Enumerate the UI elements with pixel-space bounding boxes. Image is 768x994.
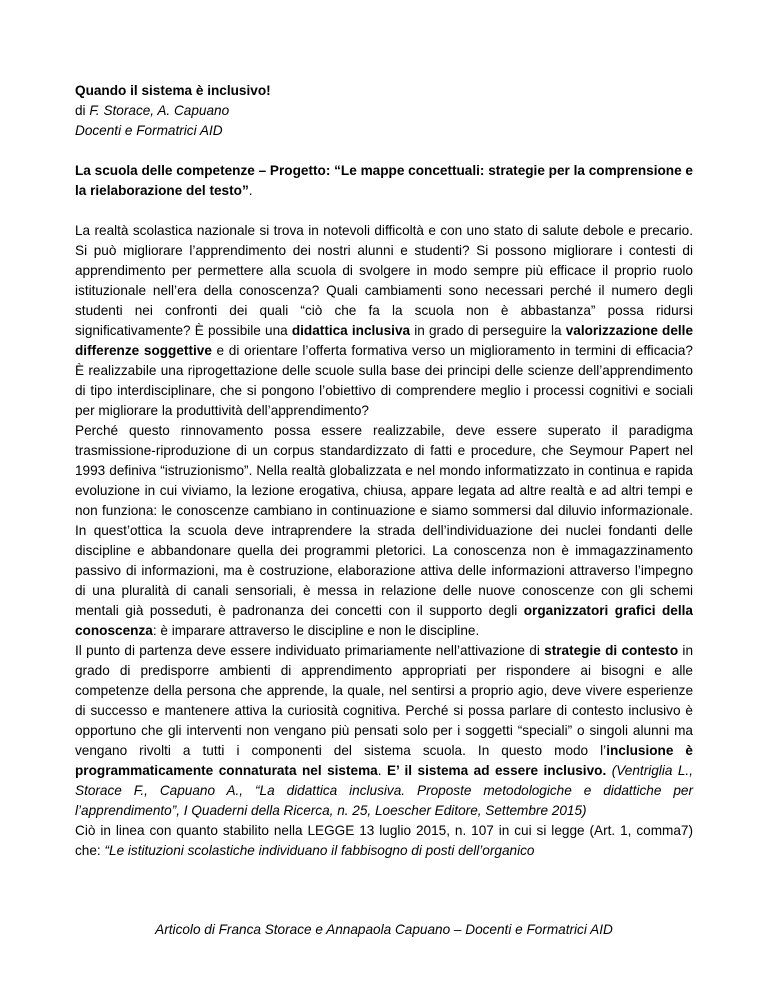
page-footer: Articolo di Franca Storace e Annapaola Capuano – Docenti e Formatrici AID xyxy=(155,922,613,937)
paragraph-1: La realtà scolastica nazionale si trova in notevoli difficoltà e con uno stato di salute debole e precario. Si può migliorare l’apprendimento dei nostri alunni e studenti? Si possono migliorare i contesti di apprendimento per permettere alla scuola di svolgere in modo sempre più efficace il proprio ruolo istituzionale nell’era della conoscenza? Quali cambiamenti sono necessari perché il numero degli studenti nei confronti dei quali “ciò che fa la scuola non è abbastanza” possa ridursi significativamente? È possibile una didattica inclusiva in grado di perseguire la valorizzazione delle differenze soggettive e di orientare l’offerta formativa verso un miglioramento in termini di efficacia? È realizzabile una riprogettazione delle scuole sulla base dei principi delle scienze dell’apprendimento di tipo interdisciplinare, che si pongono l’obiettivo di comprendere meglio i processi cognitivi e sociali per migliorare la produttività dell’apprendimento? xyxy=(75,223,694,418)
paragraph-4: Ciò in linea con quanto stabilito nella LEGGE 13 luglio 2015, n. 107 in cui si legge (Art. 1, comma7) che: “Le istituzioni scolastiche individuano il fabbisogno di posti dell’organico xyxy=(75,823,693,858)
article-body xyxy=(75,81,693,861)
byline-role: Docenti e Formatrici AID xyxy=(75,123,223,138)
paragraph-2: Perché questo rinnovamento possa essere realizzabile, deve essere superato il paradigma trasmissione-riproduzione di un corpus standardizzato di fatti e procedure, che Seymour Papert nel 1993 definiva “istruzionismo”. Nella realtà globalizzata e nel mondo informatizzato in continua e rapida evoluzione in cui viviamo, la lezione erogativa, chiusa, appare legata ad altre realtà e ad altri tempi e non funziona: le conoscenze cambiano in continuazione e siamo sommersi dal diluvio informazionale. In quest’ottica la scuola deve intraprendere la strada dell’individuazione dei nuclei fondanti delle discipline e abbandonare quella dei programmi pletorici. La conoscenza non è immagazzinamento passivo di informazioni, ma è costruzione, elaborazione attiva delle informazioni attraverso l’impegno di una pluralità di canali sensoriali, è messa in relazione delle nuove conoscenze con gli schemi mentali già posseduti, è padronanza dei concetti con il supporto degli organizzatori grafici della conoscenza: è imparare attraverso le discipline e non le discipline. xyxy=(75,423,693,638)
article-title: Quando il sistema è inclusivo! xyxy=(75,83,271,98)
project-heading: La scuola delle competenze – Progetto: “Le mappe concettuali: strategie per la comprensione e la rielaborazione del testo”. xyxy=(75,163,693,198)
paragraph-3: Il punto di partenza deve essere individuato primariamente nell’attivazione di strategie di contesto in grado di predisporre ambienti di apprendimento appropriati per rispondere ai bisogni e alle competenze della persona che apprende, la quale, nel sentirsi a proprio agio, deve vivere esperienze di successo e mantenere attiva la curiosità cognitiva. Perché si possa parlare di contesto inclusivo è opportuno che gli interventi non vengano più pensati solo per i soggetti “speciali” o singoli alunni ma vengano rivolti a tutti i componenti del sistema scuola. In questo modo l’inclusione è programmaticamente connaturata nel sistema. E’ il sistema ad essere inclusivo. (Ventriglia L., Storace F., Capuano A., “La didattica inclusiva. Proposte metodologiche e didattiche per l’apprendimento”, I Quaderni della Ricerca, n. 25, Loescher Editore, Settembre 2015) xyxy=(75,643,693,818)
byline-authors: di F. Storace, A. Capuano xyxy=(75,103,230,118)
